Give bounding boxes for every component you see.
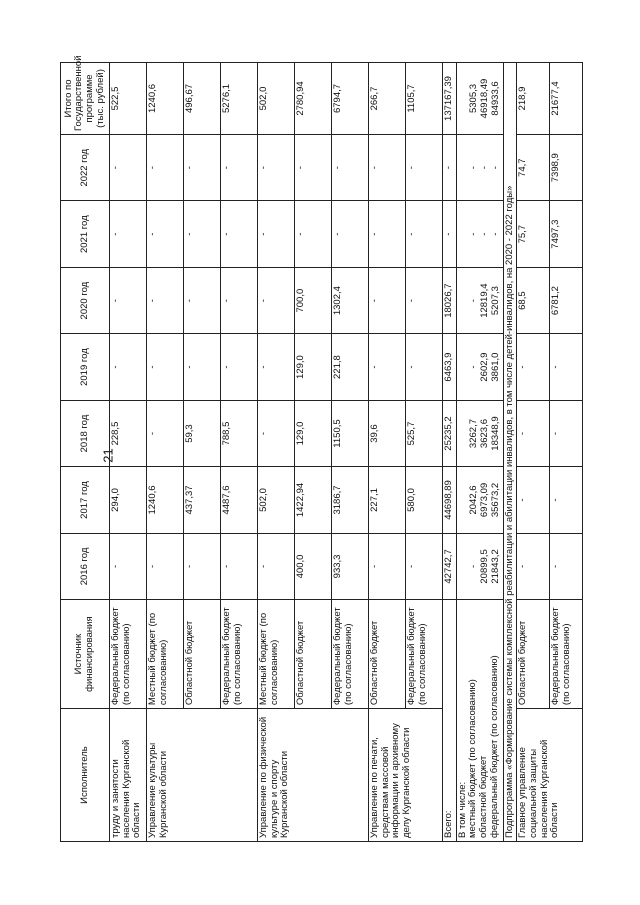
breakdown-value: 3861,0 [489, 352, 501, 382]
value-cell: - [332, 201, 369, 267]
breakdown-value: 2042,6 [467, 485, 479, 515]
breakdown-value: 18348,9 [489, 416, 501, 451]
breakdown-value [458, 404, 469, 463]
breakdown-value: - [478, 232, 490, 236]
source-cell: Федеральный бюджет (по согласованию) [406, 600, 443, 709]
value-cell: - [110, 334, 147, 400]
breakdown-value [458, 204, 469, 263]
breakdown-value: 5207,3 [489, 286, 501, 316]
value-cell: 129,0 [295, 400, 332, 466]
breakdown-value: 20899,5 [478, 549, 490, 584]
value-cell: - [110, 267, 147, 333]
total-value-cell: - [443, 201, 457, 267]
source-cell: Областной бюджет [295, 600, 332, 709]
value-cell: - [517, 467, 550, 533]
value-cell: - [369, 201, 406, 267]
financing-table [60, 55, 583, 842]
value-cell: - [295, 134, 332, 200]
table-row [369, 63, 406, 842]
value-cell: - [258, 334, 295, 400]
executor-cell: Управление культуры Курганской области [147, 709, 258, 842]
table-row [517, 63, 550, 842]
breakdown-value: - [489, 232, 501, 236]
value-cell: - [147, 533, 184, 599]
breakdown-total: 84933,6 [489, 81, 501, 116]
breakdown-value: - [478, 166, 490, 170]
value-cell: - [147, 334, 184, 400]
value-cell: - [258, 134, 295, 200]
header-year-2018: 2018 год [61, 400, 110, 466]
breakdown-value: 12819,4 [478, 283, 490, 318]
row-total-cell: 6794,7 [332, 63, 369, 135]
breakdown-value: - [467, 564, 479, 569]
total-value-cell: 25235,2 [443, 400, 457, 466]
row-total-cell: 1240,6 [147, 63, 184, 135]
value-cell: 7398,9 [550, 134, 583, 200]
value-cell: 3186,7 [332, 467, 369, 533]
row-total-cell: 522,5 [110, 63, 147, 135]
value-cell: 294,0 [110, 467, 147, 533]
value-cell: - [258, 201, 295, 267]
breakdown-value-cell [456, 334, 503, 400]
value-cell: - [332, 134, 369, 200]
breakdown-value: - [489, 166, 501, 170]
executor-cell: труду и занятости населения Курганской области [110, 709, 147, 842]
value-cell: - [406, 533, 443, 599]
breakdown-value: 3623,6 [478, 419, 490, 449]
total-value-cell: 42742,7 [443, 533, 457, 599]
breakdown-row [456, 63, 503, 842]
value-cell: - [258, 267, 295, 333]
value-cell: - [184, 267, 221, 333]
value-cell: 437,37 [184, 467, 221, 533]
value-cell: - [221, 334, 258, 400]
breakdown-value: 21843,2 [489, 549, 501, 584]
breakdown-value [458, 337, 469, 396]
table-body [110, 63, 583, 842]
row-total-cell: 218,9 [517, 63, 550, 135]
source-cell: Областной бюджет [369, 600, 406, 709]
value-cell: - [110, 134, 147, 200]
breakdown-total [458, 66, 469, 131]
breakdown-total-cell [456, 63, 503, 135]
breakdown-value: 35673,2 [489, 482, 501, 518]
total-value-cell: 44698,89 [443, 467, 457, 533]
breakdown-value [458, 470, 469, 529]
row-total-cell: 496,67 [184, 63, 221, 135]
source-cell: Местный бюджет (по согласованию) [147, 600, 184, 709]
grand-total-cell: 137167,39 [443, 63, 457, 135]
value-cell: 227,1 [369, 467, 406, 533]
value-cell: 4487,6 [221, 467, 258, 533]
value-cell: - [369, 334, 406, 400]
total-value-cell: - [443, 134, 457, 200]
table-row [147, 63, 184, 842]
value-cell: - [147, 134, 184, 200]
row-total-cell: 266,7 [369, 63, 406, 135]
row-total-cell: 5276,1 [221, 63, 258, 135]
value-cell: - [184, 334, 221, 400]
breakdown-value: 6973,09 [478, 482, 490, 518]
breakdown-value-cell [456, 267, 503, 333]
rotated-table-container [60, 55, 590, 842]
page-number: 21 [100, 448, 116, 463]
breakdown-label: В том числе: [456, 781, 468, 838]
header-year-2020: 2020 год [61, 267, 110, 333]
executor-cell: Главное управление социальной защиты населения Курганской области [517, 709, 583, 842]
header-year-2019: 2019 год [61, 334, 110, 400]
source-cell: Областной бюджет [517, 600, 550, 709]
breakdown-value: - [467, 166, 479, 170]
value-cell: - [147, 201, 184, 267]
header-year-2016: 2016 год [61, 533, 110, 599]
value-cell: - [517, 533, 550, 599]
value-cell: 221,8 [332, 334, 369, 400]
value-cell: - [406, 201, 443, 267]
total-value-cell: 18026,7 [443, 267, 457, 333]
breakdown-value-cell [456, 400, 503, 466]
value-cell: - [221, 134, 258, 200]
value-cell: 75,7 [517, 201, 550, 267]
breakdown-value: - [467, 365, 479, 369]
subprogram-title: Подпрограмма «Формирование системы комплексной реабилитации и абилитации инвалидов, в том числе детей-инвалидов, на 2020 - 2022 годы» [503, 63, 517, 842]
value-cell: - [184, 134, 221, 200]
value-cell: 525,7 [406, 400, 443, 466]
value-cell: - [517, 334, 550, 400]
breakdown-value-cell [456, 467, 503, 533]
value-cell: - [184, 201, 221, 267]
value-cell: - [550, 467, 583, 533]
value-cell: - [406, 134, 443, 200]
breakdown-value-cell [456, 134, 503, 200]
header-year-2021: 2021 год [61, 201, 110, 267]
executor-cell: Управление по физической культуре и спорту Курганской области [258, 709, 369, 842]
value-cell: 6781,2 [550, 267, 583, 333]
table-row [258, 63, 295, 842]
value-cell: 68,5 [517, 267, 550, 333]
breakdown-label: областной бюджет [477, 755, 489, 838]
source-cell: Областной бюджет [184, 600, 221, 709]
value-cell: - [110, 201, 147, 267]
subprogram-row [503, 63, 517, 842]
value-cell: 7497,3 [550, 201, 583, 267]
value-cell: - [517, 400, 550, 466]
row-total-cell: 502,0 [258, 63, 295, 135]
breakdown-value: 2602,9 [478, 352, 490, 382]
breakdown-value [458, 537, 469, 596]
value-cell: - [550, 533, 583, 599]
value-cell: - [110, 533, 147, 599]
value-cell: 1422,94 [295, 467, 332, 533]
value-cell: 788,5 [221, 400, 258, 466]
value-cell: 74,7 [517, 134, 550, 200]
total-label: Всего: [443, 600, 457, 842]
breakdown-labels [456, 600, 503, 842]
row-total-cell: 21677,4 [550, 63, 583, 135]
breakdown-value-cell [456, 201, 503, 267]
source-cell: Федеральный бюджет (по согласованию) [110, 600, 147, 709]
value-cell: - [147, 400, 184, 466]
value-cell: 129,0 [295, 334, 332, 400]
breakdown-value-cell [456, 533, 503, 599]
value-cell: 39,6 [369, 400, 406, 466]
total-value-cell: 6463,9 [443, 334, 457, 400]
value-cell: 1302,4 [332, 267, 369, 333]
header-source: Источник финансирования [61, 600, 110, 709]
value-cell: - [550, 334, 583, 400]
breakdown-value: - [467, 232, 479, 236]
value-cell: 502,0 [258, 467, 295, 533]
value-cell: 580,0 [406, 467, 443, 533]
value-cell: 1150,5 [332, 400, 369, 466]
header-executor: Исполнитель [61, 709, 110, 842]
value-cell: 933,3 [332, 533, 369, 599]
breakdown-total: 5305,3 [467, 83, 479, 114]
value-cell: 400,0 [295, 533, 332, 599]
value-cell: - [258, 400, 295, 466]
value-cell: - [221, 267, 258, 333]
value-cell: - [221, 201, 258, 267]
breakdown-value: 3262,7 [467, 419, 479, 449]
value-cell: - [550, 400, 583, 466]
value-cell: - [369, 134, 406, 200]
executor-cell: Управление по печати, средствам массовой информации и архивному делу Курганской области [369, 709, 443, 842]
breakdown-value: - [467, 299, 479, 303]
header-year-2017: 2017 год [61, 467, 110, 533]
breakdown-label: федеральный бюджет (по согласованию) [488, 655, 500, 838]
value-cell: 700,0 [295, 267, 332, 333]
value-cell: - [295, 201, 332, 267]
value-cell: - [406, 267, 443, 333]
breakdown-value [458, 271, 469, 330]
breakdown-label: местный бюджет (по согласованию) [467, 679, 479, 838]
source-cell: Федеральный бюджет (по согласованию) [550, 600, 583, 709]
value-cell: - [369, 267, 406, 333]
row-total-cell: 2780,94 [295, 63, 332, 135]
value-cell: 59,3 [184, 400, 221, 466]
breakdown-value [458, 138, 469, 197]
value-cell: - [184, 533, 221, 599]
value-cell: 228,5 [110, 400, 147, 466]
header-row [61, 63, 110, 842]
value-cell: 1240,6 [147, 467, 184, 533]
source-cell: Федеральный бюджет (по согласованию) [332, 600, 369, 709]
header-total: Итого по Государственной программе (тыс. рублей) [61, 63, 110, 135]
source-cell: Федеральный бюджет (по согласованию) [221, 600, 258, 709]
table-row [110, 63, 147, 842]
value-cell: - [406, 334, 443, 400]
breakdown-total: 46918,49 [478, 78, 490, 119]
value-cell: - [221, 533, 258, 599]
value-cell: - [369, 533, 406, 599]
total-row [443, 63, 457, 842]
header-year-2022: 2022 год [61, 134, 110, 200]
value-cell: - [258, 533, 295, 599]
row-total-cell: 1105,7 [406, 63, 443, 135]
source-cell: Местный бюджет (по согласованию) [258, 600, 295, 709]
value-cell: - [147, 267, 184, 333]
